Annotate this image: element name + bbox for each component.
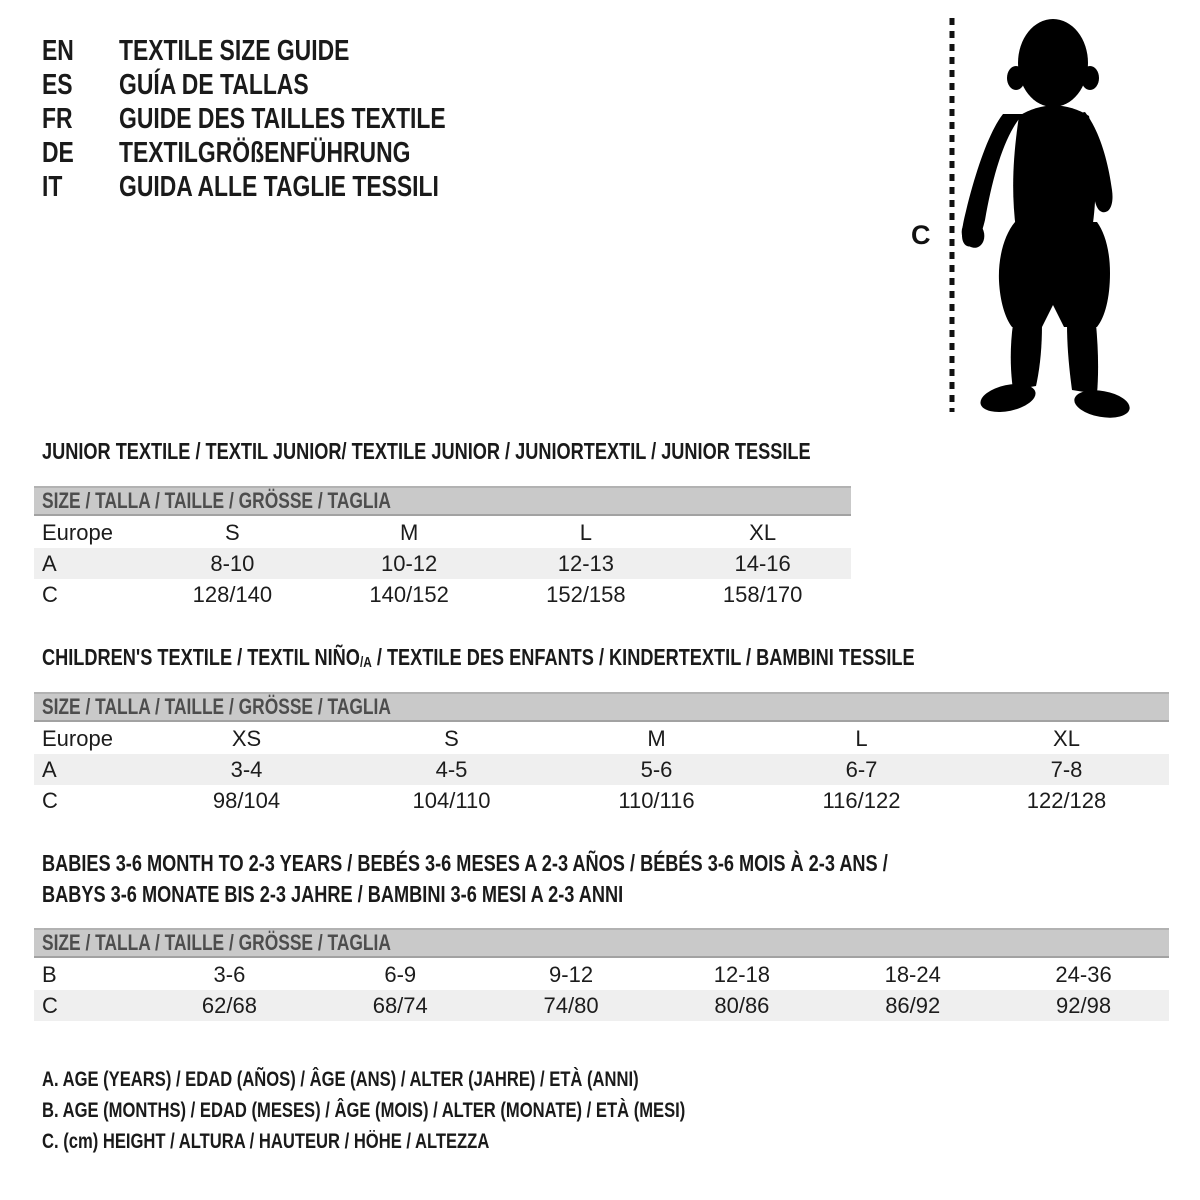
lang-code-it: IT (42, 171, 63, 203)
table-cell: 98/104 (212, 787, 281, 813)
table-cell: 140/152 (369, 581, 449, 607)
toddler-silhouette-icon (958, 19, 1132, 420)
table-cell: 14-16 (734, 550, 791, 576)
table-cell: 24-36 (1055, 961, 1112, 987)
row-label: C (42, 787, 58, 813)
table-cell: M (399, 519, 419, 545)
table-cell: 86/92 (885, 992, 941, 1018)
table-row (34, 579, 851, 610)
lang-label-en: TEXTILE SIZE GUIDE (119, 35, 350, 67)
table-cell: 104/110 (412, 787, 491, 813)
row-label: C (42, 992, 58, 1018)
table-cell: 80/86 (714, 992, 770, 1018)
table-cell: XL (1053, 725, 1080, 751)
row-label: A (42, 550, 57, 576)
row-label: B (42, 961, 57, 987)
height-measure-graphic (905, 6, 1155, 420)
lang-code-es: ES (42, 69, 73, 101)
children-size-header-bar: SIZE / TALLA / TAILLE / GRÖSSE / TAGLIA (34, 692, 1169, 722)
table-cell: 18-24 (884, 961, 941, 987)
lang-row-it (42, 170, 533, 204)
table-cell: 5-6 (640, 756, 673, 782)
table-cell: 158/170 (722, 581, 803, 607)
table-row (34, 517, 851, 548)
table-cell: 3-4 (230, 756, 263, 782)
table-cell: 128/140 (192, 581, 273, 607)
table-row (34, 723, 1169, 754)
height-measure-label: C (911, 220, 931, 250)
lang-row-en (42, 34, 533, 68)
table-cell: 6-7 (845, 756, 878, 782)
babies-section-title: BABIES 3-6 MONTH TO 2-3 YEARS / BEBÉS 3-6 MESES A 2-3 AÑOS / BÉBÉS 3-6 MOIS À 2-3 ANS / BABYS 3-6 MONATE BIS 2-3 JAHRE / BAMBINI 3-6 MESI A 2-3 ANNI (42, 850, 888, 907)
table-row (34, 990, 1169, 1021)
table-cell: 7-8 (1050, 756, 1083, 782)
table-cell: 110/116 (618, 787, 695, 813)
junior-size-header-bar: SIZE / TALLA / TAILLE / GRÖSSE / TAGLIA (34, 486, 851, 516)
table-cell: M (647, 725, 666, 751)
table-cell: 116/122 (822, 787, 901, 813)
table-row (34, 754, 1169, 785)
table-cell: 6-9 (384, 961, 417, 987)
table-cell: 68/74 (372, 992, 428, 1018)
table-cell: 9-12 (549, 961, 594, 987)
table-cell: L (855, 725, 868, 751)
table-row (34, 785, 1169, 816)
lang-row-de (42, 136, 533, 170)
legend-line-a: A. AGE (YEARS) / EDAD (AÑOS) / ÂGE (ANS) / ALTER (JAHRE) / ETÀ (ANNI) (42, 1068, 639, 1091)
table-cell: 8-10 (210, 550, 255, 576)
lang-label-fr: GUIDE DES TAILLES TEXTILE (119, 103, 446, 135)
language-title-list (42, 34, 533, 204)
table-row (34, 548, 851, 579)
height-measure-figure (905, 6, 1155, 420)
table-cell: 12-13 (557, 550, 615, 576)
row-label: Europe (42, 725, 113, 751)
table-cell: S (444, 725, 459, 751)
lang-row-es (42, 68, 533, 102)
table-cell: 4-5 (435, 756, 468, 782)
table-cell: S (225, 519, 240, 545)
row-label: Europe (42, 519, 113, 545)
table-cell: 10-12 (380, 550, 438, 576)
legend-line-b: B. AGE (MONTHS) / EDAD (MESES) / ÂGE (MOIS) / ALTER (MONATE) / ETÀ (MESI) (42, 1099, 686, 1122)
table-cell: XL (749, 519, 777, 545)
table-cell: XS (231, 725, 262, 751)
lang-code-en: EN (42, 35, 74, 67)
lang-code-fr: FR (42, 103, 73, 135)
junior-size-table (34, 486, 851, 610)
children-section-title: CHILDREN'S TEXTILE / TEXTIL NIÑO/A / TEXTILE DES ENFANTS / KINDERTEXTIL / BAMBINI TESSILE (42, 644, 915, 671)
table-cell: L (579, 519, 592, 545)
table-cell: 152/158 (546, 581, 626, 607)
table-cell: 12-18 (713, 961, 771, 987)
table-row (34, 959, 1169, 990)
table-cell: 3-6 (213, 961, 246, 987)
lang-label-it: GUIDA ALLE TAGLIE TESSILI (119, 171, 439, 203)
junior-section-title: JUNIOR TEXTILE / TEXTIL JUNIOR/ TEXTILE JUNIOR / JUNIORTEXTIL / JUNIOR TESSILE (42, 438, 811, 464)
row-label: C (42, 581, 58, 607)
table-cell: 62/68 (201, 992, 257, 1018)
table-cell: 92/98 (1056, 992, 1112, 1018)
table-cell: 122/128 (1026, 787, 1107, 813)
children-size-table (34, 692, 1169, 816)
babies-size-header-bar: SIZE / TALLA / TAILLE / GRÖSSE / TAGLIA (34, 928, 1169, 958)
lang-code-de: DE (42, 137, 74, 169)
babies-size-table (34, 928, 1169, 1021)
row-label: A (42, 756, 57, 782)
lang-label-de: TEXTILGRÖßENFÜHRUNG (119, 137, 411, 169)
lang-row-fr (42, 102, 533, 136)
measurement-legend (42, 1064, 856, 1157)
legend-line-c: C. (cm) HEIGHT / ALTURA / HAUTEUR / HÖHE / ALTEZZA (42, 1130, 490, 1153)
title-subscript: /A (359, 654, 372, 671)
lang-label-es: GUÍA DE TALLAS (119, 69, 309, 101)
table-cell: 74/80 (543, 992, 599, 1018)
